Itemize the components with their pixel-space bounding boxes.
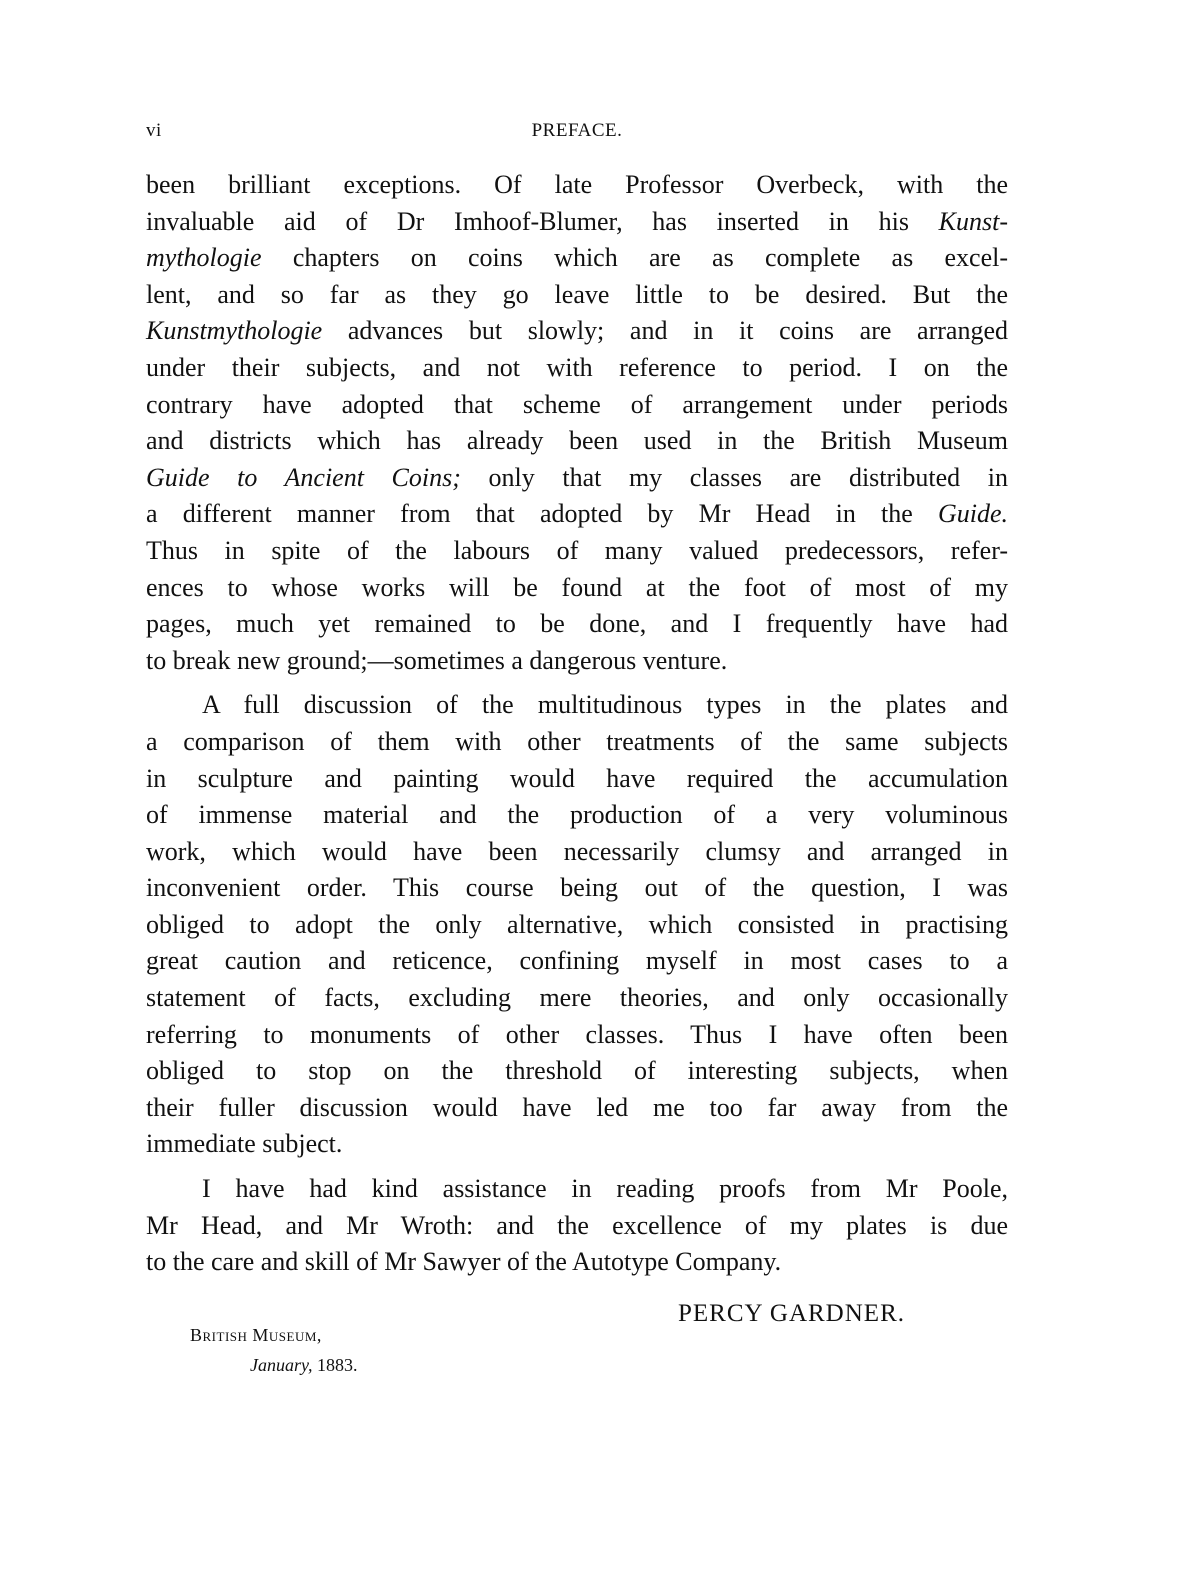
author-signature: PERCY GARDNER. (678, 1300, 905, 1327)
text-line: mythologie chapters on coins which are as complete as excel- (146, 243, 1008, 273)
text-line: obliged to adopt the only alternative, which consisted in practising (146, 909, 1008, 939)
signature-date (250, 1355, 358, 1376)
text-line: ences to whose works will be found at the foot of most of my (146, 572, 1008, 602)
text-line: invaluable aid of Dr Imhoof-Blumer, has inserted in his Kunst- (146, 206, 1008, 236)
date-month: January, (250, 1355, 313, 1375)
text-line: obliged to stop on the threshold of interesting subjects, when (146, 1056, 1008, 1086)
text-line: been brilliant exceptions. Of late Professor Overbeck, with the (146, 170, 1008, 199)
paragraph (146, 1171, 1008, 1281)
text-line: work, which would have been necessarily clumsy and arranged in (146, 836, 1008, 866)
italic-title: Kunstmythologie (146, 316, 323, 346)
text-line: Mr Head, and Mr Wroth: and the excellence of my plates is due (146, 1210, 1008, 1240)
preface-body (146, 167, 1008, 1281)
text-line: lent, and so far as they go leave little to be desired. But the (146, 279, 1008, 309)
signature-place: British Museum, (190, 1325, 322, 1345)
text-line: inconvenient order. This course being out of the question, I was (146, 873, 1008, 903)
text-line: Thus in spite of the labours of many valued predecessors, refer- (146, 535, 1008, 565)
running-head (146, 120, 1008, 148)
text-line: contrary have adopted that scheme of arrangement under periods (146, 389, 1008, 419)
text-line: pages, much yet remained to be done, and I frequently have had (146, 609, 1008, 639)
text-line: a comparison of them with other treatments of the same subjects (146, 726, 1008, 756)
text-line: of immense material and the production of a very voluminous (146, 800, 1008, 830)
text-line: to the care and skill of Mr Sawyer of the Autotype Company. (146, 1247, 782, 1277)
text-line: to break new ground;—sometimes a dangerous venture. (146, 645, 728, 675)
page-title: PREFACE. (531, 120, 623, 141)
paragraph-gap (146, 1163, 1008, 1171)
text-line: under their subjects, and not with reference to period. I on the (146, 352, 1008, 382)
date-year: 1883. (312, 1355, 358, 1375)
text-line: and districts which has already been used in the British Museum (146, 426, 1008, 456)
italic-title: mythologie (146, 243, 262, 273)
text-line: referring to monuments of other classes. Thus I have often been (146, 1019, 1008, 1049)
italic-title: Guide to Ancient Coins; (146, 462, 461, 492)
text-line: a different manner from that adopted by Mr Head in the Guide. (146, 499, 1008, 529)
italic-title: Kunst- (938, 206, 1008, 236)
text-line: in sculpture and painting would have required the accumulation (146, 763, 1008, 793)
text-line: I have had kind assistance in reading proofs from Mr Poole, (202, 1174, 1008, 1204)
text-line: Kunstmythologie advances but slowly; and in it coins are arranged (146, 316, 1008, 346)
paragraph (146, 687, 1008, 1163)
paragraph (146, 167, 1008, 679)
text-line: great caution and reticence, confining myself in most cases to a (146, 946, 1008, 976)
text-line: statement of facts, excluding mere theories, and only occasionally (146, 983, 1008, 1013)
text-line: Guide to Ancient Coins; only that my classes are distributed in (146, 462, 1008, 492)
page-number: vi (146, 120, 162, 141)
paragraph-gap (146, 679, 1008, 687)
text-line: their fuller discussion would have led me too far away from the (146, 1092, 1008, 1122)
text-line: A full discussion of the multitudinous types in the plates and (202, 690, 1008, 720)
italic-title: Guide. (937, 499, 1008, 529)
text-line: immediate subject. (146, 1129, 343, 1159)
